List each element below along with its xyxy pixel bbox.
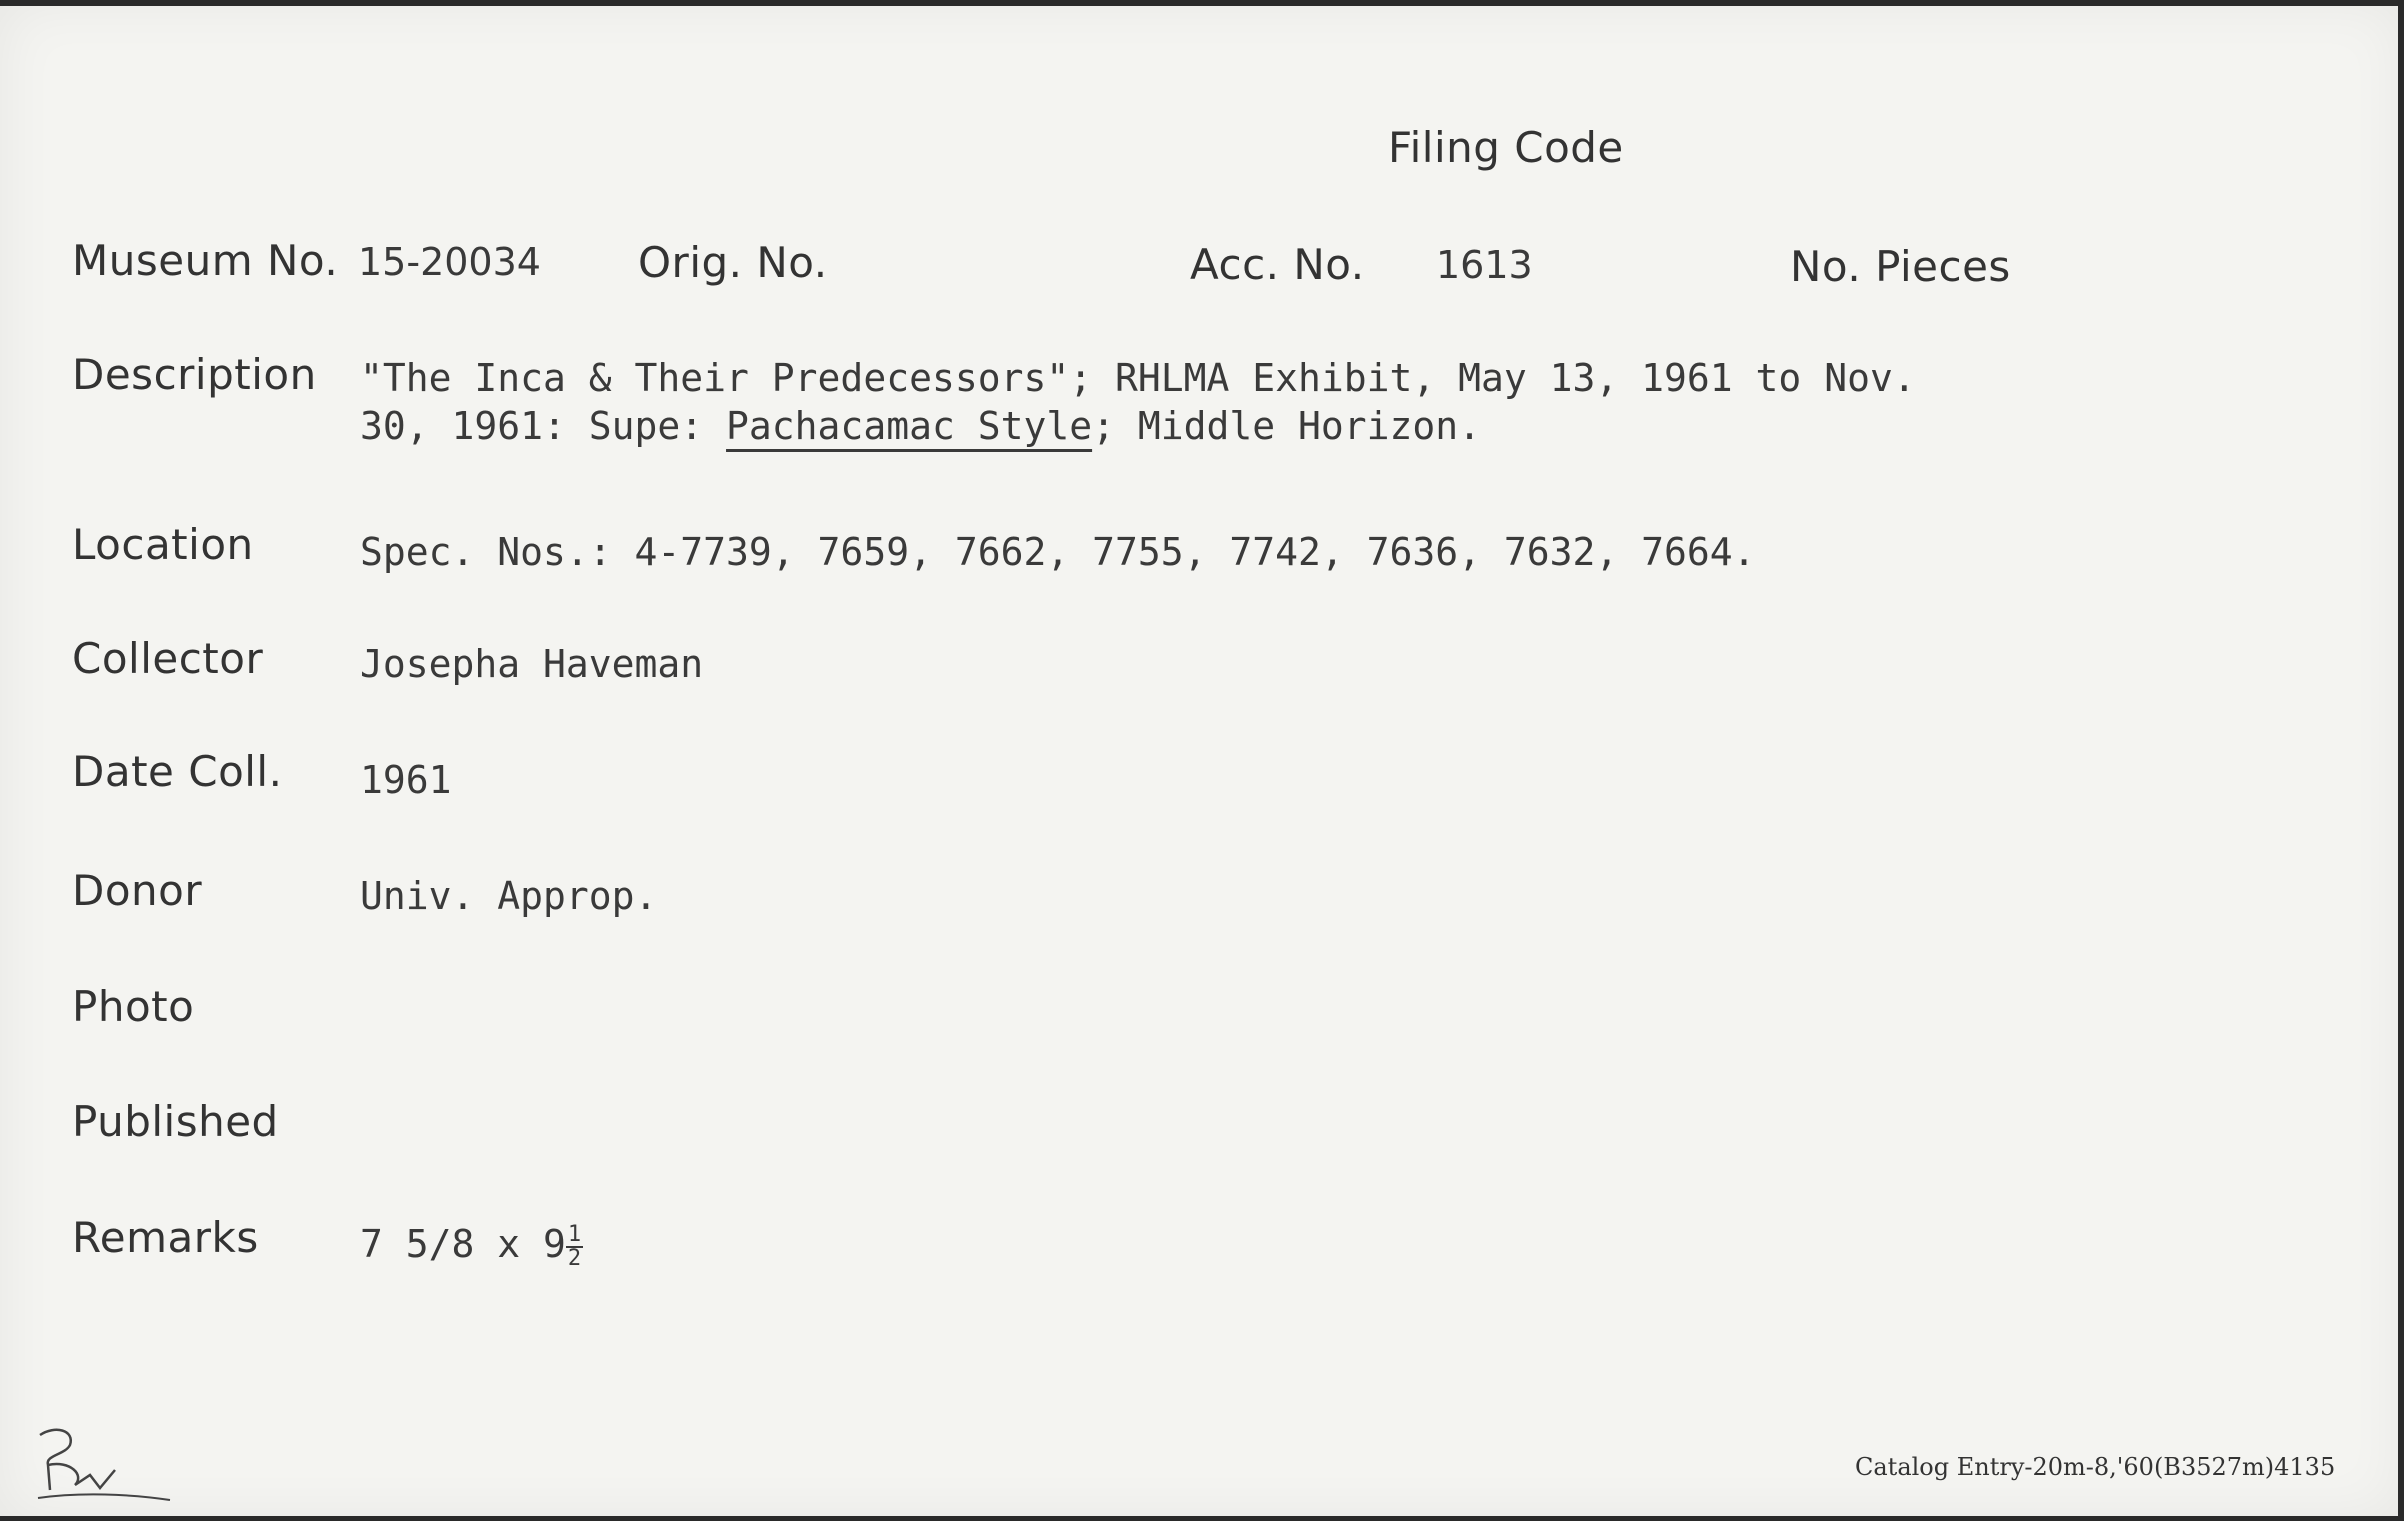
collector-value: Josepha Haveman <box>360 642 704 686</box>
card-edge-top <box>0 0 2404 6</box>
collector-label: Collector <box>72 634 264 683</box>
remarks-fraction <box>566 1221 583 1271</box>
description-line-2-start: 30, 1961: Supe: <box>360 404 727 448</box>
remarks-value <box>360 1222 583 1270</box>
filing-code-label: Filing Code <box>1388 123 1624 172</box>
catalog-entry-footer: Catalog Entry-20m-8,'60(B3527m)4135 <box>1855 1453 2336 1481</box>
acc-no-value: 1613 <box>1436 243 1533 287</box>
handwritten-initials-mark <box>30 1420 180 1510</box>
donor-value: Univ. Approp. <box>360 874 658 918</box>
description-line-2-end: ; Middle Horizon. <box>1092 404 1482 448</box>
location-label: Location <box>72 520 254 569</box>
card-edge-bottom <box>0 1516 2404 1521</box>
description-style-underlined: Pachacamac Style <box>726 404 1093 448</box>
donor-label: Donor <box>72 866 203 915</box>
no-pieces-label: No. Pieces <box>1790 242 2011 291</box>
museum-no-label: Museum No. <box>72 236 339 285</box>
date-coll-value: 1961 <box>360 758 452 802</box>
museum-no-value: 15-20034 <box>358 240 541 284</box>
date-coll-label: Date Coll. <box>72 747 283 796</box>
card-edge-right <box>2398 0 2404 1521</box>
remarks-label: Remarks <box>72 1213 259 1262</box>
acc-no-label: Acc. No. <box>1190 240 1365 289</box>
description-label: Description <box>72 350 317 399</box>
description-line-2 <box>360 404 1481 448</box>
photo-label: Photo <box>72 982 195 1031</box>
remarks-dimensions: 7 5/8 x 9 <box>360 1222 566 1266</box>
description-line-1: "The Inca & Their Predecessors"; RHLMA Exhibit, May 13, 1961 to Nov. <box>360 356 1916 400</box>
orig-no-label: Orig. No. <box>638 238 828 287</box>
location-value: Spec. Nos.: 4-7739, 7659, 7662, 7755, 7742, 7636, 7632, 7664. <box>360 530 1756 574</box>
published-label: Published <box>72 1097 279 1146</box>
fraction-numerator: 1 <box>567 1221 582 1247</box>
fraction-denominator: 2 <box>567 1245 582 1271</box>
